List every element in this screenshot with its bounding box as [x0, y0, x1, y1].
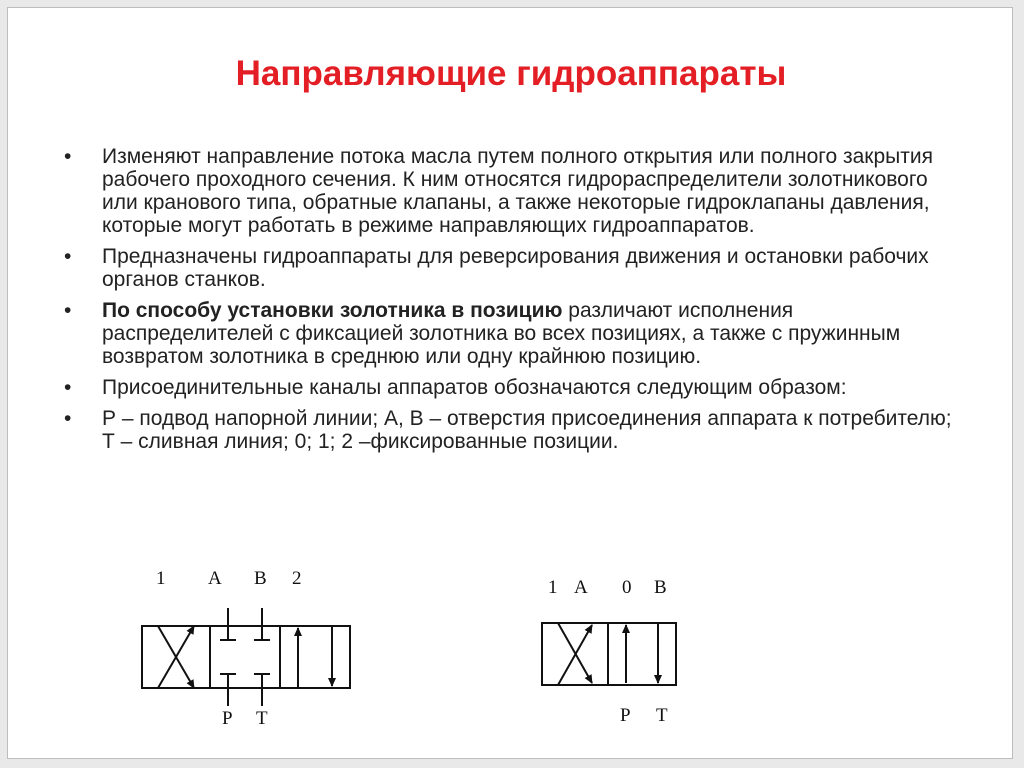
bullet-item	[64, 407, 964, 453]
bullet-item	[64, 145, 964, 237]
bullet-dot: •	[64, 376, 72, 399]
slide-title: Направляющие гидроаппараты	[235, 54, 787, 93]
port-label: A	[208, 568, 222, 589]
port-label: P	[620, 705, 631, 726]
port-label: A	[574, 577, 588, 598]
bullet-dot: •	[64, 407, 72, 430]
port-label: B	[654, 577, 667, 598]
port-label: T	[656, 705, 668, 726]
port-label: 2	[292, 568, 302, 589]
bullet-dot: •	[64, 145, 72, 168]
bullet-text: различают исполнения распределителей с фиксацией золотника во всех позициях, а также с пружинным возвратом золотника в среднюю или одну крайнюю позицию.	[102, 299, 901, 368]
bullet-dot: •	[64, 245, 72, 268]
valve-diagram-two-position	[530, 565, 700, 730]
bullet-dot: •	[64, 299, 72, 322]
bullet-text: Присоединительные каналы аппаратов обозначаются следующим образом:	[102, 376, 847, 399]
port-label: 0	[622, 577, 632, 598]
bullet-list	[64, 145, 964, 461]
port-label: P	[222, 708, 233, 729]
bullet-text: Предназначены гидроаппараты для реверсирования движения и остановки рабочих органов станков.	[102, 245, 929, 291]
port-label: 1	[548, 577, 558, 598]
bullet-text: Р – подвод напорной линии; А, В – отверстия присоединения аппарата к потребителю; Т – сливная линия; 0; 1; 2 –фиксированные позиции.	[102, 407, 952, 453]
bullet-item	[64, 299, 964, 368]
port-label: 1	[156, 568, 166, 589]
port-label: B	[254, 568, 267, 589]
bullet-item	[64, 245, 964, 291]
valve-diagram-three-position	[130, 560, 370, 730]
bullet-item	[64, 376, 964, 399]
bullet-text: Изменяют направление потока масла путем полного открытия или полного закрытия рабочего проходного сечения. К ним относятся гидрораспределители золотникового или кранового типа, обратные клапаны, а также некоторые гидроклапаны давления, которые могут работать в режиме направляющих гидроаппаратов.	[102, 145, 933, 237]
bullet-bold-text: По способу установки золотника в позицию	[102, 299, 563, 322]
port-label: T	[256, 708, 268, 729]
